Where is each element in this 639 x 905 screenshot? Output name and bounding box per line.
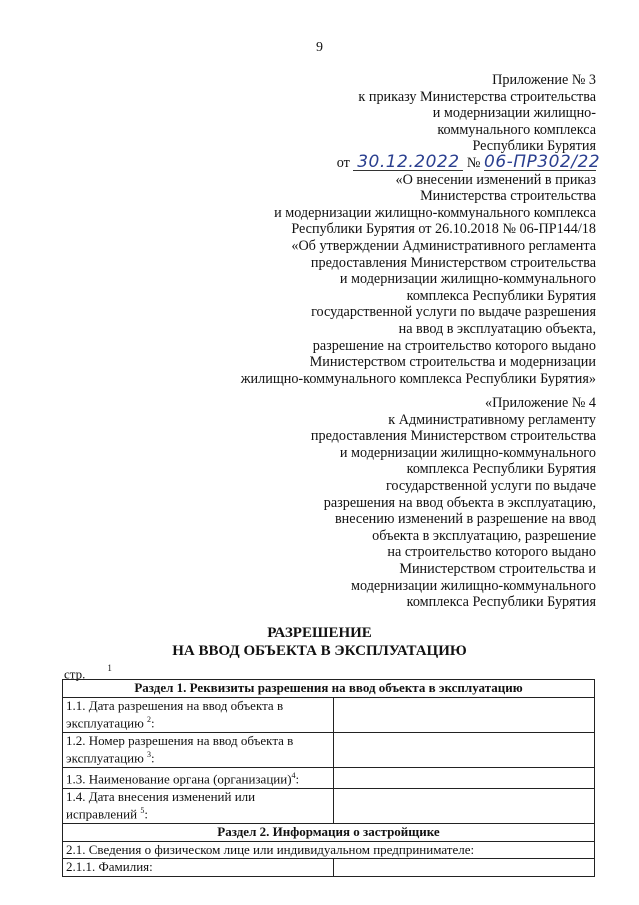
footnote-marker: 5 — [140, 806, 145, 816]
table-row — [63, 788, 595, 823]
table-row — [63, 732, 595, 767]
field-label-permit-date — [63, 697, 334, 732]
document-title-line-1: РАЗРЕШЕНИЕ — [267, 625, 372, 641]
appendix-4-line: внесению изменений в разрешение на ввод — [334, 511, 596, 528]
field-value-permit-number[interactable] — [334, 732, 595, 767]
amendment-line: «О внесении изменений в приказ — [395, 171, 596, 188]
field-label-text: 1.3. Наименование органа (организации) — [66, 771, 292, 787]
amendment-line: «Об утверждении Административного регламента — [291, 237, 596, 254]
appendix-3-line: Республики Бурятия — [472, 138, 596, 155]
appendix-4-line: на строительство которого выдано — [387, 544, 596, 561]
field-label-text: исправлений — [66, 806, 138, 822]
amendment-line: Министерством строительства и модернизации — [309, 354, 596, 371]
field-label-permit-number — [63, 732, 334, 767]
appendix-4-line: и модернизации жилищно-коммунального — [339, 444, 596, 461]
handwritten-order-date: 30.12.2022 — [353, 155, 463, 171]
field-label-colon: : — [151, 750, 155, 766]
field-label-colon: : — [151, 715, 155, 731]
footnote-marker: 3 — [147, 750, 152, 760]
field-label-amendment-date — [63, 788, 334, 823]
amendment-line: Министерства строительства — [420, 188, 596, 205]
amendment-line: жилищно-коммунального комплекса Республики Бурятия» — [240, 370, 596, 387]
table-row — [63, 768, 595, 789]
appendix-4-line: комплекса Республики Бурятия — [406, 461, 596, 478]
page-label-footnote: 1 — [107, 663, 112, 673]
appendix-4-header — [311, 395, 596, 611]
appendix-4-line: комплекса Республики Бурятия — [406, 594, 596, 611]
footnote-marker: 2 — [147, 715, 152, 724]
amendment-line: предоставления Министерством строительства — [310, 254, 596, 271]
field-value-amendment-date[interactable] — [334, 788, 595, 823]
document-title-line-2: НА ВВОД ОБЪЕКТА В ЭКСПЛУАТАЦИЮ — [172, 643, 467, 659]
field-value-surname[interactable] — [334, 859, 595, 877]
order-number-label: № — [466, 154, 481, 171]
section-2-heading: Раздел 2. Информация о застройщике — [63, 824, 595, 842]
appendix-4-line: модернизации жилищно-коммунального — [351, 577, 596, 594]
appendix-3-line: и модернизации жилищно- — [432, 105, 596, 122]
table-row — [63, 859, 595, 877]
appendix-3-line: коммунального комплекса — [437, 121, 596, 138]
amendment-line: разрешение на строительство которого выдано — [312, 337, 596, 354]
field-label-text: 1.1. Дата разрешения на ввод объекта в — [66, 697, 284, 713]
amendment-line: государственной услуги по выдаче разрешения — [311, 304, 596, 321]
field-label-surname: 2.1.1. Фамилия: — [63, 859, 334, 877]
table-row — [63, 697, 595, 732]
handwritten-order-number: 06-ПР302/22 — [484, 151, 601, 172]
field-label-individual-info: 2.1. Сведения о физическом лице или индивидуальном предпринимателе: — [63, 841, 595, 859]
field-label-text: эксплуатацию — [66, 750, 144, 766]
amendment-line: Республики Бурятия от 26.10.2018 № 06-ПР144/18 — [291, 221, 596, 238]
field-label-authority-name — [63, 768, 334, 789]
document-title — [0, 624, 639, 660]
footnote-marker: 4 — [291, 771, 296, 781]
field-value-authority-name[interactable] — [334, 768, 595, 789]
table-row — [63, 824, 595, 842]
appendix-4-line: Министерством строительства и — [399, 560, 596, 577]
appendix-4-line: «Приложение № 4 — [485, 395, 596, 411]
field-label-colon: : — [144, 806, 148, 822]
amendment-line: на ввод в эксплуатацию объекта, — [398, 320, 596, 337]
field-value-permit-date[interactable] — [334, 697, 595, 732]
section-1-heading: Раздел 1. Реквизиты разрешения на ввод объекта в эксплуатацию — [63, 680, 595, 698]
amendment-line: и модернизации жилищно-коммунального — [339, 271, 596, 288]
appendix-3-line: Приложение № 3 — [492, 72, 596, 88]
appendix-4-line: государственной услуги по выдаче — [385, 477, 596, 494]
amendment-line: комплекса Республики Бурятия — [406, 287, 596, 304]
table-row — [63, 680, 595, 698]
appendix-3-header — [240, 72, 601, 387]
appendix-3-line: к приказу Министерства строительства — [358, 88, 596, 105]
order-reference — [241, 151, 601, 172]
page-label-text: стр. — [64, 666, 86, 682]
appendix-4-line: объекта в эксплуатацию, разрешение — [372, 527, 596, 544]
table-row — [63, 841, 595, 859]
amendment-line: и модернизации жилищно-коммунального комплекса — [274, 204, 596, 221]
page-number: 9 — [316, 40, 323, 55]
field-label-text: 1.4. Дата внесения изменений или — [66, 788, 256, 804]
field-label-colon: : — [295, 771, 300, 787]
appendix-4-line: к Административному регламенту — [388, 411, 596, 428]
field-label-text: эксплуатацию — [66, 715, 144, 731]
appendix-4-line: предоставления Министерством строительства — [310, 428, 596, 445]
order-prefix: от — [336, 154, 350, 171]
appendix-4-line: разрешения на ввод объекта в эксплуатацию, — [323, 494, 596, 511]
permit-form-table — [62, 679, 595, 877]
field-label-text: 1.2. Номер разрешения на ввод объекта в — [66, 732, 294, 748]
